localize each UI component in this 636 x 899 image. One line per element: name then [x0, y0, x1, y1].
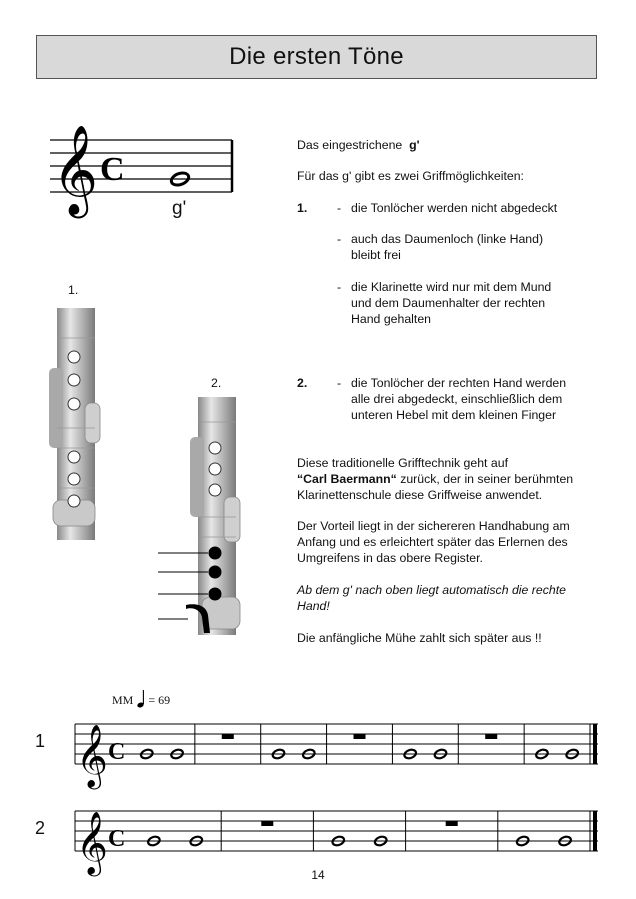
common-time-icon: C [108, 739, 126, 765]
option2-bullet1-line2: alle drei abgedeckt, einschließlich dem [351, 392, 563, 406]
whole-rest-icon [261, 821, 273, 826]
whole-rest-icon [222, 734, 234, 739]
tempo-prefix: MM [112, 693, 134, 707]
tone-hole-icon [68, 351, 80, 363]
note-label: g' [172, 198, 187, 219]
option1-number: 1. [297, 201, 308, 215]
option2-bullet1-line1: die Tonlöcher der rechten Hand werden [351, 376, 567, 390]
treble-clef-icon: 𝄞 [76, 724, 108, 787]
page-number: 14 [311, 868, 325, 882]
page-title-box [36, 35, 597, 79]
covered-hole-icon [209, 588, 222, 601]
option1-bullet2-line2: bleibt frei [351, 248, 401, 262]
paragraph3-line2: Hand! [297, 599, 330, 613]
whole-rest-icon [354, 734, 366, 739]
exercise-staff-1 [75, 718, 600, 787]
figure1-label: 1. [68, 283, 79, 297]
paragraph3-line1: Ab dem g' nach oben liegt automatisch die rechte [297, 583, 566, 597]
treble-clef-icon: 𝄞 [76, 811, 108, 874]
option1-dash1: - [337, 201, 342, 215]
option1-bullet2-line1: auch das Daumenloch (linke Hand) [351, 232, 544, 246]
clarinet-figure-1 [45, 308, 105, 543]
tone-hole-icon [68, 374, 80, 386]
tempo-value: = 69 [148, 693, 171, 707]
tone-hole-icon [68, 398, 80, 410]
tone-hole-icon [209, 442, 221, 454]
option1-bullet3-line3: Hand gehalten [351, 312, 431, 326]
clarinet-figure-2 [158, 397, 243, 637]
option1-bullet3-line1: die Klarinette wird nur mit dem Mund [351, 280, 552, 294]
common-time-icon: C [100, 151, 125, 188]
intro-note: g' [409, 138, 420, 152]
paragraph2-line3: Umgreifens in das obere Register. [297, 551, 483, 565]
whole-rest-icon [446, 821, 458, 826]
option2-number: 2. [297, 376, 308, 390]
quarter-note-icon [137, 690, 145, 708]
tempo-marking [112, 690, 170, 708]
option2-dash1: - [337, 376, 342, 390]
page-title: Die ersten Töne [229, 43, 404, 70]
carl-baermann-name: “Carl Baermann“ [297, 472, 397, 486]
paragraph1-line2 [297, 471, 573, 487]
paragraph2-line1: Der Vorteil liegt in der sichereren Handhabung am [297, 519, 570, 533]
paragraph2-line2: Anfang und es erleichtert später das Erlernen des [297, 535, 568, 549]
whole-rest-icon [485, 734, 497, 739]
intro-line1 [297, 137, 420, 153]
figure2-label: 2. [211, 376, 222, 390]
tone-hole-icon [68, 495, 80, 507]
option1-bullet3-line2: und dem Daumenhalter der rechten [351, 296, 546, 310]
common-time-icon: C [108, 826, 126, 852]
covered-hole-icon [209, 566, 222, 579]
intro-prefix: Das eingestrichene [297, 138, 403, 152]
tone-hole-icon [209, 463, 221, 475]
tone-hole-icon [68, 473, 80, 485]
paragraph1-line1: Diese traditionelle Grifftechnik geht auf [297, 456, 508, 470]
final-barline-thick [593, 811, 597, 851]
paragraph1-line3: Klarinettenschule diese Griffweise anwendet. [297, 488, 543, 502]
covered-hole-icon [209, 547, 222, 560]
treble-clef-icon: 𝄞 [52, 125, 99, 215]
paragraph1-line2-rest: zurück, der in seiner berühmten [396, 472, 574, 486]
option2-bullet1-line3: unteren Hebel mit dem kleinen Finger [351, 408, 557, 422]
exercise-number-2: 2 [35, 818, 46, 838]
option1-dash2: - [337, 232, 342, 246]
tone-hole-icon [209, 484, 221, 496]
option1-dash3: - [337, 280, 342, 294]
exercise-staff-2 [75, 805, 600, 874]
intro-line2: Für das g' gibt es zwei Griffmöglichkeiten: [297, 169, 524, 183]
option1-bullet1: die Tonlöcher werden nicht abgedeckt [351, 201, 558, 215]
final-barline-thick [593, 724, 597, 764]
exercise-number-1: 1 [35, 731, 46, 751]
tone-hole-icon [68, 451, 80, 463]
note-staff [50, 124, 235, 214]
paragraph4: Die anfängliche Mühe zahlt sich später aus !! [297, 631, 542, 645]
